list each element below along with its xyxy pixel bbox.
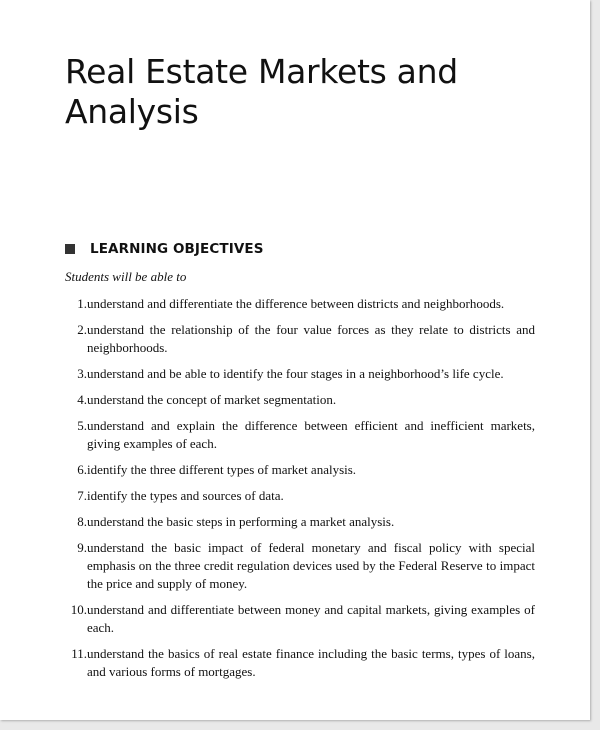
- list-item: [60, 365, 535, 383]
- list-item: [60, 487, 535, 505]
- item-number: 6.: [77, 462, 87, 477]
- item-number: 5.: [77, 418, 87, 433]
- square-bullet-icon: [65, 244, 75, 254]
- list-item: [60, 295, 535, 313]
- item-number: 7.: [77, 488, 87, 503]
- item-text: understand and differentiate the difference between districts and neighborhoods.: [87, 296, 505, 311]
- item-number: 8.: [77, 514, 87, 529]
- list-item: [60, 417, 535, 453]
- item-number: 2.: [77, 322, 87, 337]
- section-heading-text: LEARNING OBJECTIVES: [90, 241, 264, 257]
- list-item: [60, 391, 535, 409]
- list-item: [60, 513, 535, 531]
- list-item: [60, 539, 535, 593]
- list-item: [60, 645, 535, 681]
- item-text: understand and differentiate between money and capital markets, giving examples of each.: [87, 602, 535, 635]
- list-item: [60, 461, 535, 479]
- list-item: [60, 601, 535, 637]
- item-number: 3.: [77, 366, 87, 381]
- item-text: understand the relationship of the four value forces as they relate to districts and neighborhoods.: [87, 322, 535, 355]
- item-text: understand the basic steps in performing a market analysis.: [87, 514, 395, 529]
- item-text: understand and explain the difference between efficient and inefficient markets, giving examples of each.: [87, 418, 535, 451]
- list-item: [60, 321, 535, 357]
- item-text: understand the concept of market segmentation.: [87, 392, 337, 407]
- item-text: understand the basics of real estate finance including the basic terms, types of loans, and various forms of mortgages.: [87, 646, 535, 679]
- item-number: 1.: [77, 296, 87, 311]
- section-intro: Students will be able to: [65, 269, 187, 284]
- item-text: identify the types and sources of data.: [87, 488, 284, 503]
- item-number: 9.: [77, 540, 87, 555]
- page-title: Real Estate Markets and Analysis: [65, 52, 458, 131]
- item-text: identify the three different types of market analysis.: [87, 462, 357, 477]
- section-heading: [65, 241, 264, 257]
- item-number: 4.: [77, 392, 87, 407]
- item-number: 10.: [70, 602, 87, 617]
- item-text: understand and be able to identify the four stages in a neighborhood’s life cycle.: [87, 366, 504, 381]
- item-text: understand the basic impact of federal monetary and fiscal policy with special emphasis on the three credit regulation devices used by the Federal Reserve to impact the price and supply of money.: [87, 540, 535, 591]
- item-number: 11.: [71, 646, 87, 661]
- objectives-list: [60, 295, 535, 689]
